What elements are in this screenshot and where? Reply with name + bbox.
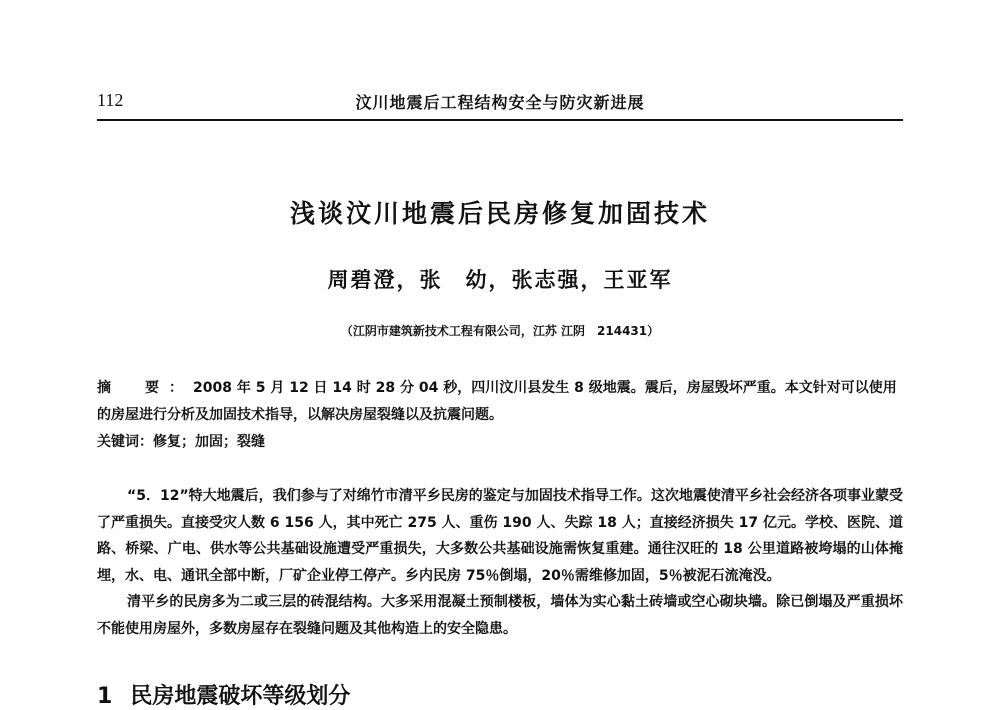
section-heading	[97, 679, 350, 710]
page-number: 112	[97, 90, 124, 110]
abstract-text: 2008 年 5 月 12 日 14 时 28 分 04 秒，四川汶川县发生 8 级地震。震后，房屋毁坏严重。本文针对可以使用的房屋进行分析及加固技术指导，以解决房屋裂缝以及抗震问题。	[97, 380, 897, 423]
body-text	[97, 483, 903, 642]
header-rule	[97, 119, 903, 121]
paper-title: 浅谈汶川地震后民房修复加固技术	[289, 199, 710, 228]
keywords-text: 修复；加固；裂缝	[153, 434, 265, 450]
abstract	[97, 375, 903, 429]
paragraph: 清平乡的民房多为二或三层的砖混结构。大多采用混凝土预制楼板，墙体为实心黏土砖墙或空心砌块墙。除已倒塌及严重损坏不能使用房屋外，多数房屋存在裂缝问题及其他构造上的安全隐患。	[97, 594, 903, 637]
paragraph: “5．12”特大地震后，我们参与了对绵竹市清平乡民房的鉴定与加固技术指导工作。这次地震使清平乡社会经济各项事业蒙受了严重损失。直接受灾人数 6 156 人，其中死亡 275 人、重伤 190 人、失踪 18 人；直接经济损失 17 亿元。学校、医院、道路、桥梁、广电、供水等公共基础设施遭受严重损失，大多数公共基础设施需恢复重建。通往汉旺的 18 公里道路被垮塌的山体掩埋，水、电、通讯全部中断，厂矿企业停工停产。乡内民房 75％倒塌，20％需维修加固，5％被泥石流淹没。	[97, 488, 903, 584]
section-number: 1	[97, 684, 113, 709]
affiliation: （江阴市建筑新技术工程有限公司，江苏 江阴 214431）	[340, 324, 660, 338]
keywords	[97, 429, 903, 456]
running-header-journal: 汶川地震后工程结构安全与防灾新进展	[355, 93, 645, 112]
abstract-label: 摘 要：	[97, 380, 193, 396]
section-title: 民房地震破坏等级划分	[130, 684, 351, 709]
keywords-label: 关键词：	[97, 434, 153, 450]
author-list: 周碧澄，张 幼，张志强，王亚军	[327, 267, 673, 292]
